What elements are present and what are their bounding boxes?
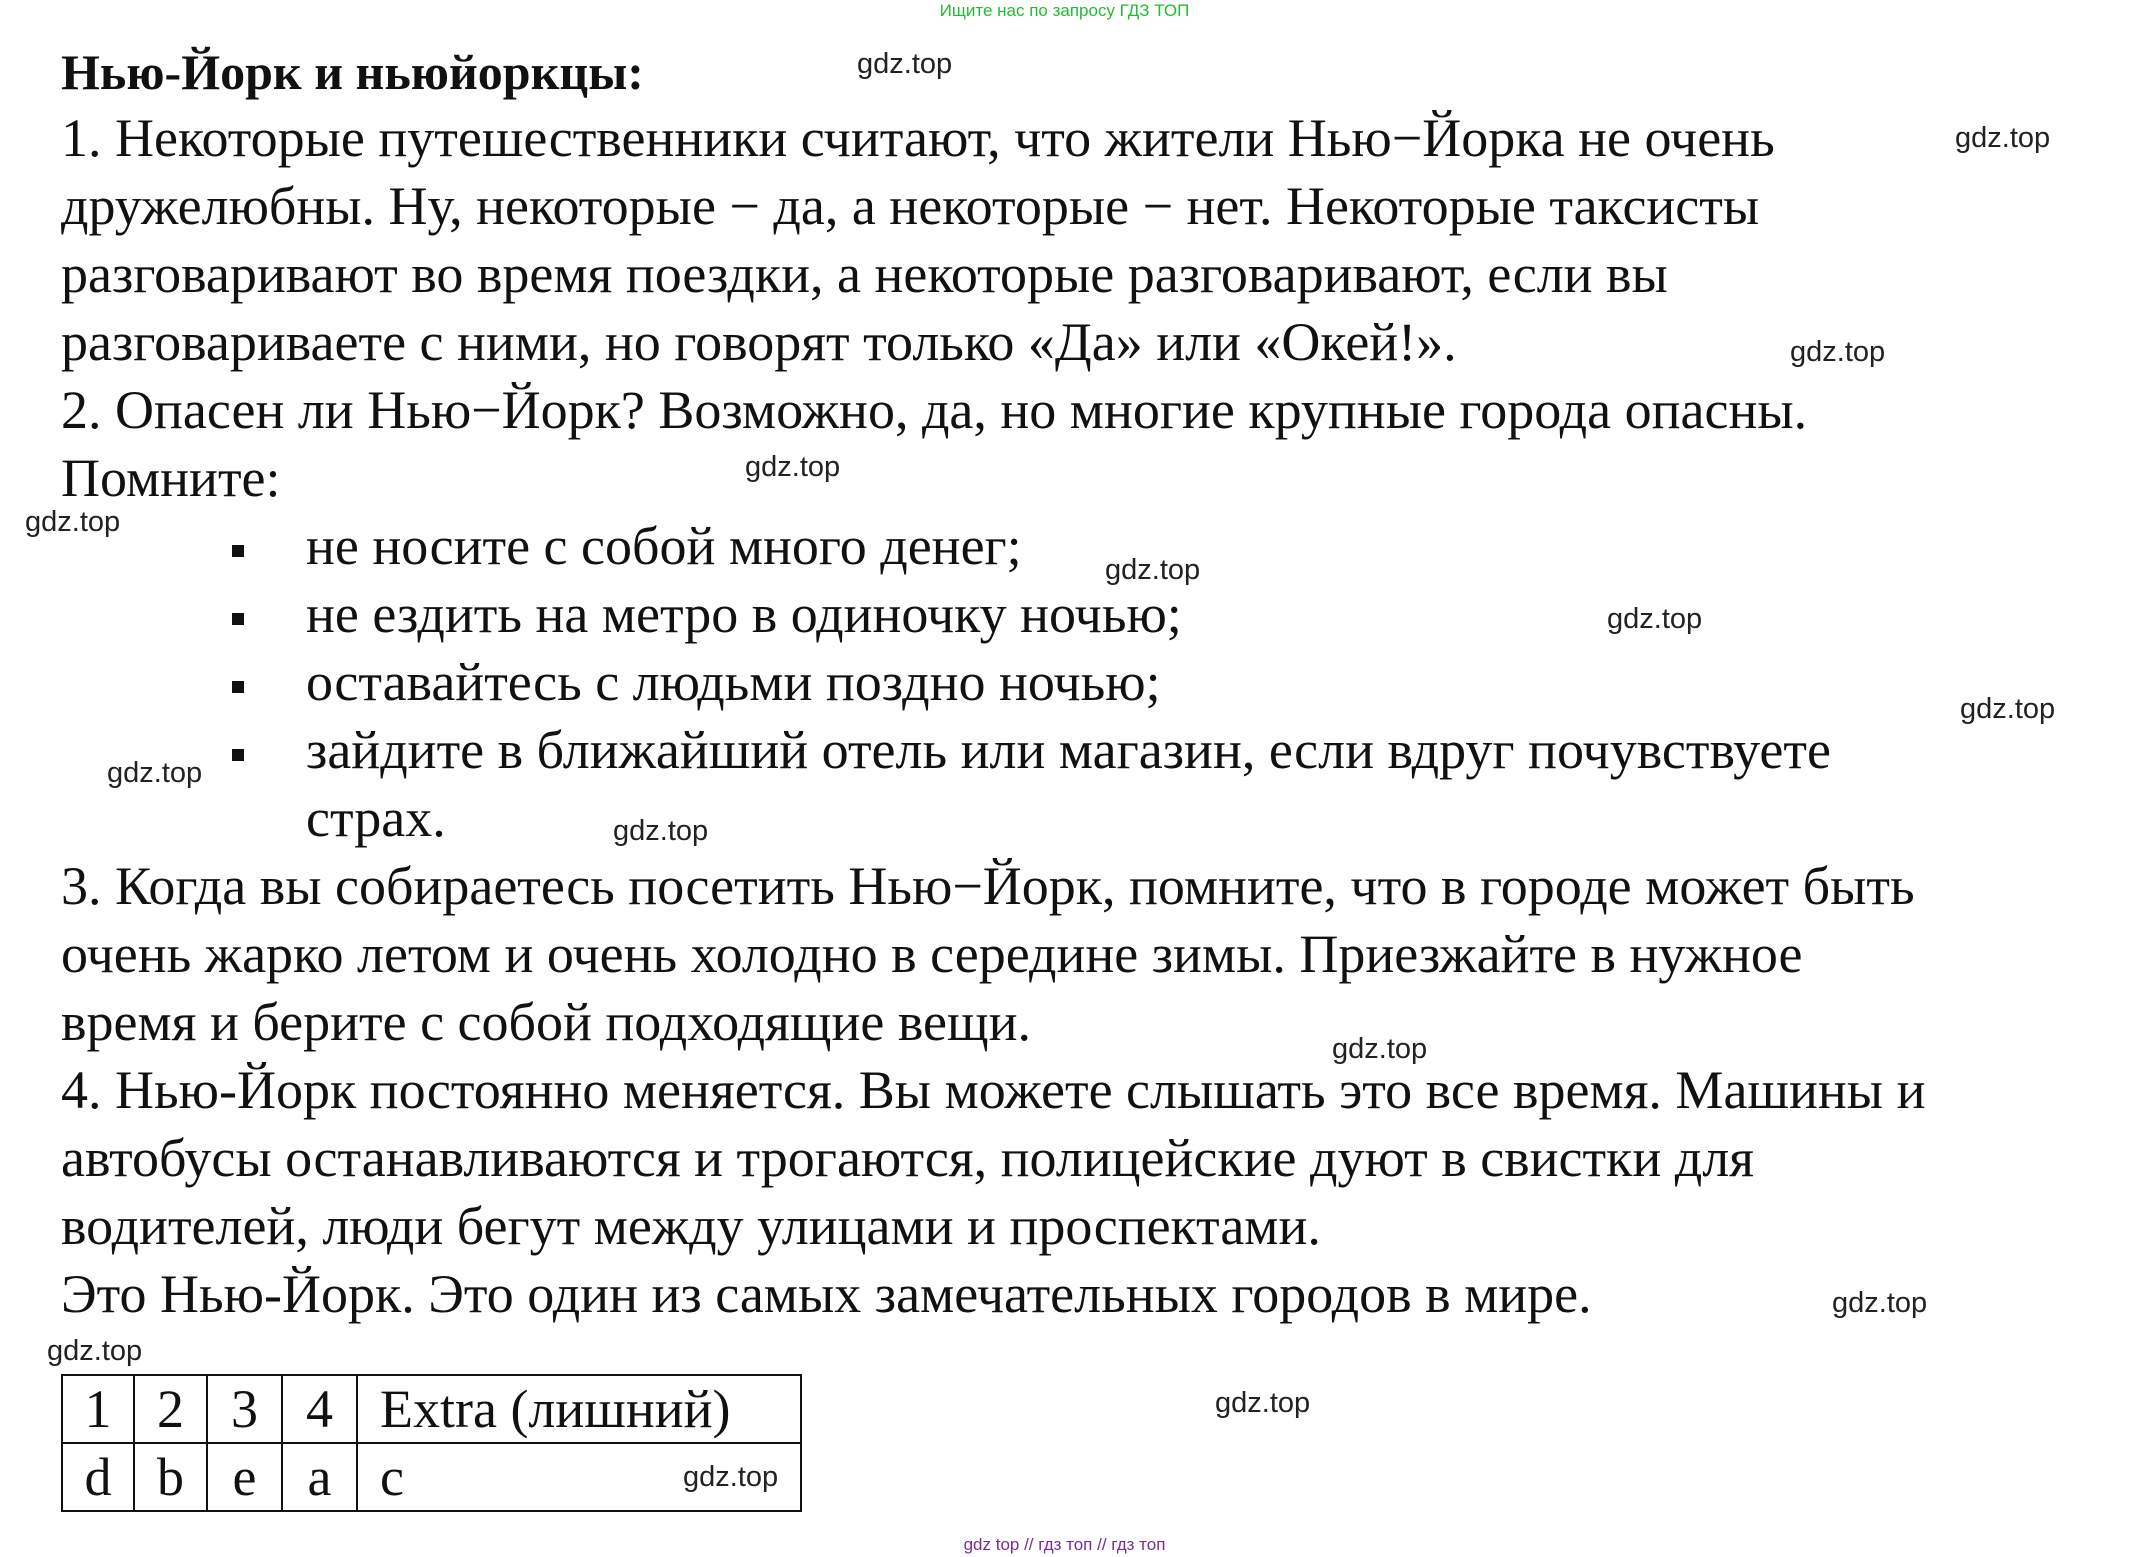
watermark: gdz.top: [1105, 554, 1201, 586]
paragraph-4-line-3: водителей, люди бегут между улицами и проспектами.: [61, 1196, 1321, 1256]
page-title: Нью-Йорк и ньюйоркцы:: [61, 44, 644, 100]
answer-cell-4: a: [282, 1443, 357, 1511]
paragraph-1-line-4: разговариваете с ними, но говорят только «Да» или «Окей!».: [61, 312, 1457, 372]
paragraph-4-line-1: 4. Нью-Йорк постоянно меняется. Вы можете слышать это все время. Машины и: [61, 1060, 1926, 1120]
answer-cell-2: b: [134, 1443, 207, 1511]
header-cell-extra: Extra (лишний): [357, 1375, 801, 1443]
bullet-item-4: зайдите в ближайший отель или магазин, если вдруг почувствуете: [306, 720, 1831, 780]
header-cell-4: 4: [282, 1375, 357, 1443]
top-banner: Ищите нас по запросу ГДЗ ТОП: [939, 1, 1190, 20]
answer-table-header-row: [62, 1375, 801, 1443]
watermark: gdz.top: [1832, 1287, 1928, 1319]
watermark: gdz.top: [1960, 693, 2056, 725]
bullet-square-icon: [232, 749, 244, 761]
watermark: gdz.top: [1215, 1387, 1311, 1419]
paragraph-3-line-1: 3. Когда вы собираетесь посетить Нью−Йорк, помните, что в городе может быть: [61, 856, 1915, 916]
bullet-item-4-continued: страх.: [306, 788, 446, 848]
watermark: gdz.top: [1790, 336, 1886, 368]
paragraph-4-line-2: автобусы останавливаются и трогаются, полицейские дуют в свистки для: [61, 1128, 1755, 1188]
watermark: gdz.top: [613, 815, 709, 847]
header-cell-2: 2: [134, 1375, 207, 1443]
watermark: gdz.top: [1607, 603, 1703, 635]
watermark: gdz.top: [745, 451, 841, 483]
paragraph-2-line-1: 2. Опасен ли Нью−Йорк? Возможно, да, но многие крупные города опасны.: [61, 380, 1808, 440]
bullet-item-2: не ездить на метро в одиночку ночью;: [306, 584, 1182, 644]
header-cell-3: 3: [207, 1375, 282, 1443]
answer-cell-1: d: [62, 1443, 134, 1511]
watermark: gdz.top: [683, 1461, 779, 1493]
paragraph-3-line-3: время и берите с собой подходящие вещи.: [61, 992, 1031, 1052]
paragraph-3-line-2: очень жарко летом и очень холодно в середине зимы. Приезжайте в нужное: [61, 924, 1803, 984]
bullet-square-icon: [232, 545, 244, 557]
paragraph-1-line-1: 1. Некоторые путешественники считают, что жители Нью−Йорка не очень: [61, 108, 1775, 168]
paragraph-2-line-2: Помните:: [61, 448, 281, 508]
bottom-banner: gdz top // гдз топ // гдз топ: [963, 1535, 1166, 1554]
header-cell-1: 1: [62, 1375, 134, 1443]
watermark: gdz.top: [1955, 122, 2051, 154]
watermark: gdz.top: [107, 757, 203, 789]
watermark: gdz.top: [47, 1335, 143, 1367]
paragraph-1-line-2: дружелюбны. Ну, некоторые − да, а некоторые − нет. Некоторые таксисты: [61, 176, 1760, 236]
bullet-item-3: оставайтесь с людьми поздно ночью;: [306, 652, 1161, 712]
closing-line: Это Нью-Йорк. Это один из самых замечательных городов в мире.: [61, 1264, 1592, 1324]
watermark: gdz.top: [1332, 1033, 1428, 1065]
paragraph-1-line-3: разговаривают во время поездки, а некоторые разговаривают, если вы: [61, 244, 1668, 304]
answer-cell-extra: c: [357, 1443, 801, 1511]
watermark: gdz.top: [25, 506, 121, 538]
bullet-item-1: не носите с собой много денег;: [306, 516, 1022, 576]
bullet-square-icon: [232, 613, 244, 625]
watermark: gdz.top: [857, 48, 953, 80]
answer-cell-3: e: [207, 1443, 282, 1511]
bullet-square-icon: [232, 681, 244, 693]
